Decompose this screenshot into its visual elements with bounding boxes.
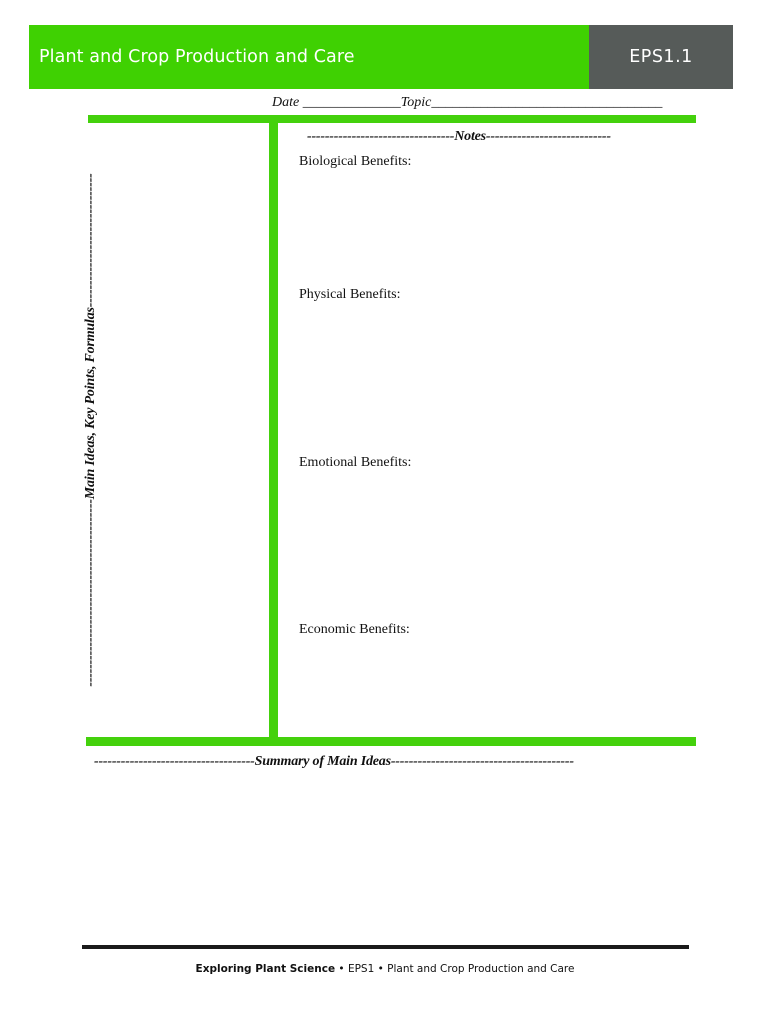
note-biological-benefits: Biological Benefits: [299,154,412,169]
header-bar [29,25,733,89]
footer-book-title: Exploring Plant Science [195,963,336,975]
summary-heading: ------------------------------------Summary of Main Ideas----------------------------------------- [94,754,574,769]
note-economic-benefits: Economic Benefits: [299,622,410,637]
footer-unit: EPS1 [347,963,375,975]
footer-separator-2: • [374,963,388,975]
notes-heading: ---------------------------------Notes---------------------------- [307,129,611,144]
bottom-divider [86,737,696,746]
page-footer [0,963,770,975]
footer-rule [82,945,689,949]
date-topic-line: Date ______________Topic_________________________________ [272,95,663,110]
header-code-panel [589,25,733,89]
lesson-code: EPS1.1 [629,47,693,67]
note-physical-benefits: Physical Benefits: [299,287,401,302]
note-emotional-benefits: Emotional Benefits: [299,455,412,470]
column-divider [269,123,278,738]
header-title-panel [29,25,589,89]
footer-separator: • [335,963,348,975]
footer-course: Plant and Crop Production and Care [387,963,575,975]
top-divider [88,115,696,123]
main-ideas-label: ------------------------------------------Main Ideas, Key Points, Formulas------------------------------ [83,173,98,687]
page-title: Plant and Crop Production and Care [39,47,355,67]
